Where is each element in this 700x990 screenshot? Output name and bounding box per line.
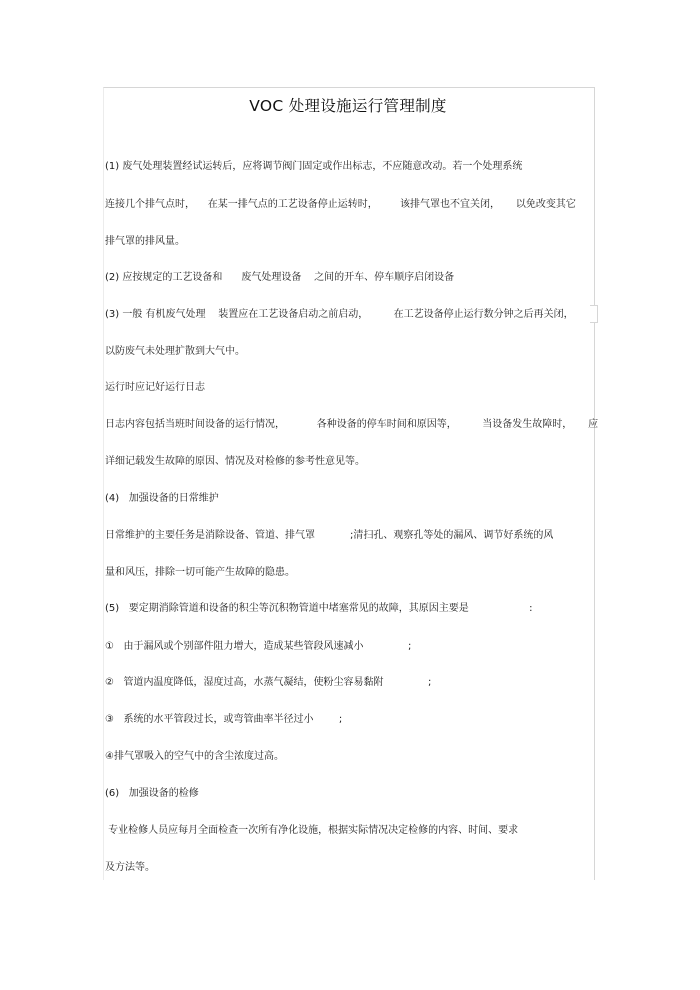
text-line-3: 排气罩的排风量。 — [105, 236, 185, 247]
text-line-19: 专业检修人员应每月全面检查一次所有净化设施，根据实际情况决定检修的内容、时间、要求 — [105, 825, 519, 836]
text-line-12: 量和风压，排除一切可能产生故障的隐患。 — [105, 567, 295, 578]
text-line-16: ③ 系统的水平管段过长，或弯管曲率半径过小 ; — [105, 714, 343, 725]
text-line-10: (4) 加强设备的日常维护 — [105, 493, 219, 504]
text-line-18: (6) 加强设备的检修 — [105, 788, 199, 799]
text-line-2: 连接几个排气点时， 在某一排气点的工艺设备停止运转时， 该排气罩也不宜关闭， 以免改变其它 — [105, 199, 576, 210]
text-line-15: ② 管道内温度降低，湿度过高，水蒸气凝结，使粉尘容易黏附 ; — [105, 677, 432, 688]
text-line-11: 日常维护的主要任务是消除设备、管道、排气罩 ;清扫孔、观察孔等处的漏风、调节好系统的风 — [105, 530, 554, 541]
text-line-20: 及方法等。 — [105, 862, 155, 873]
text-line-13: (5) 要定期消除管道和设备的积尘等沉积物管道中堵塞常见的故障，其原因主要是 : — [105, 603, 533, 614]
text-line-14: ① 由于漏风或个别部件阻力增大，造成某些管段风速减小 ; — [105, 641, 412, 652]
text-line-17: ④排气罩吸入的空气中的含尘浓度过高。 — [105, 751, 284, 762]
text-line-6: 以防废气未处理扩散到大气中。 — [105, 346, 245, 357]
text-line-7: 运行时应记好运行日志 — [105, 382, 205, 393]
text-line-1: (1) 废气处理装置经试运转后，应将调节阀门固定或作出标志，不应随意改动。若一个处理系统 — [105, 161, 523, 172]
text-line-5: (3) 一般 有机废气处理 装置应在工艺设备启动之前启动， 在工艺设备停止运行数分钟之后再关闭， — [105, 309, 574, 320]
text-line-8: 日志内容包括当班时间设备的运行情况， 各种设备的停车时间和原因等， 当设备发生故障时， 应 — [105, 419, 599, 430]
text-line-4: (2) 应按规定的工艺设备和 废气处理设备 之间的开车、停车顺序启闭设备 — [105, 272, 455, 283]
document-title: VOC 处理设施运行管理制度 — [249, 97, 447, 115]
text-line-9: 详细记载发生故障的原因、情况及对检修的参考性意见等。 — [105, 456, 365, 467]
